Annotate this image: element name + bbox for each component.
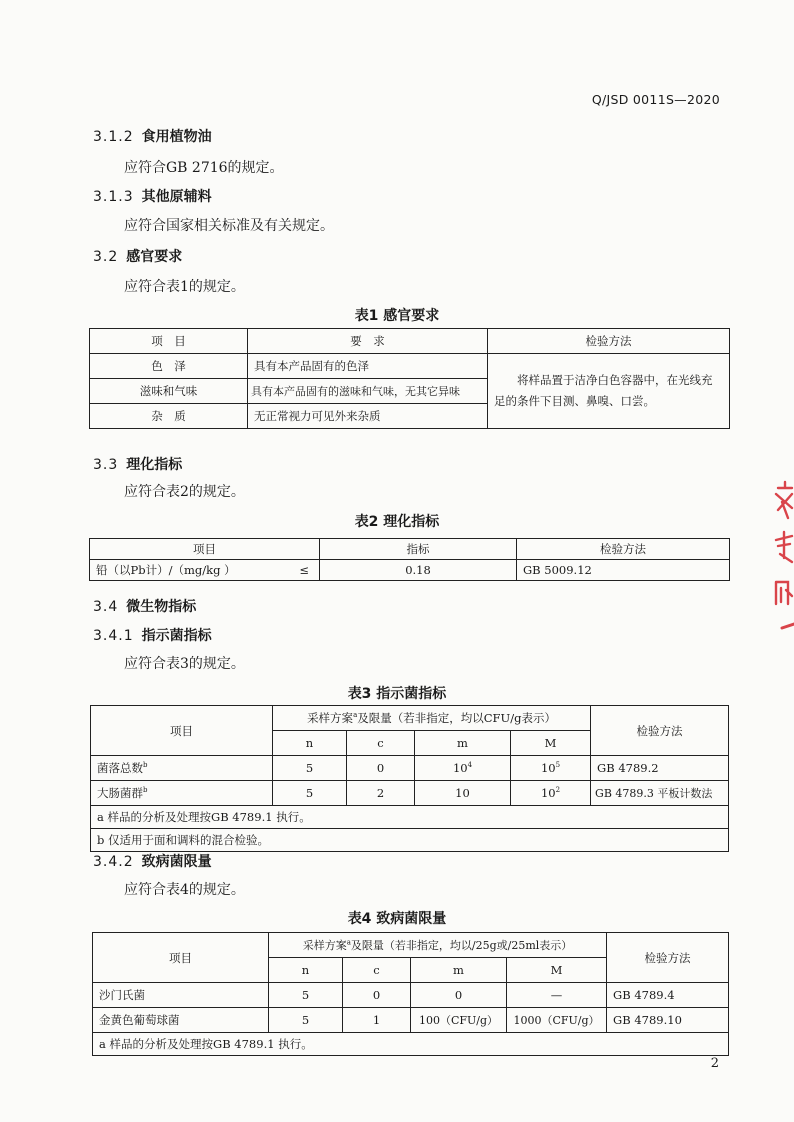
header-M: M	[507, 958, 607, 983]
cell-method: GB 4789.3 平板计数法	[591, 781, 729, 806]
cell-M	[511, 781, 591, 806]
header-c: c	[343, 958, 411, 983]
table-1-caption: 表1 感官要求	[354, 308, 440, 324]
exponent: 2	[555, 786, 561, 795]
cell-M: 1000（CFU/g）	[507, 1008, 607, 1033]
section-title: 指示菌指标	[141, 628, 212, 644]
table-row	[91, 756, 729, 781]
table-4-pathogen-limits	[92, 932, 729, 1056]
table-header-row	[90, 539, 730, 560]
cell-method: GB 4789.10	[607, 1008, 729, 1033]
cell-method: GB 5009.12	[517, 560, 730, 581]
table-note: a 样品的分析及处理按GB 4789.1 执行。	[91, 806, 729, 829]
item-label: 铅（以Pb计）/（mg/kg ）	[96, 563, 236, 577]
page-number: 2	[710, 1056, 719, 1071]
base: 10	[452, 761, 468, 775]
cell-requirement: 具有本产品固有的滋味和气味，无其它异味	[248, 379, 488, 404]
footnote-marker: b	[143, 761, 148, 770]
plan-label: 采样方案	[302, 939, 347, 952]
table-row	[91, 781, 729, 806]
header-item: 项 目	[90, 329, 248, 354]
exponent: 4	[467, 761, 473, 770]
table-row	[90, 560, 730, 581]
section-3-1-2-heading	[93, 126, 212, 146]
header-M: M	[511, 731, 591, 756]
section-title: 其他原辅料	[141, 189, 212, 205]
cell-n: 5	[269, 983, 343, 1008]
cell-c: 2	[347, 781, 415, 806]
cell-item: 滋味和气味	[90, 379, 248, 404]
table-3-indicator-bacteria	[90, 705, 729, 852]
cell-n: 5	[273, 781, 347, 806]
base: 10	[540, 761, 556, 775]
table-header-row	[90, 329, 730, 354]
document-number: Q/JSD 0011S—2020	[591, 92, 720, 107]
header-n: n	[273, 731, 347, 756]
table-note: b 仅适用于面和调料的混合检验。	[91, 829, 729, 852]
cell-requirement: 具有本产品固有的色泽	[248, 354, 488, 379]
header-item: 项目	[93, 933, 269, 983]
table-2-physicochemical	[89, 538, 730, 581]
section-title: 食用植物油	[141, 129, 212, 145]
section-3-4-2-heading	[93, 851, 212, 871]
cell-m: 100（CFU/g）	[411, 1008, 507, 1033]
cell-item: 金黄色葡萄球菌	[93, 1008, 269, 1033]
section-3-4-2-text: 应符合表4的规定。	[124, 882, 245, 898]
section-3-4-1-text: 应符合表3的规定。	[124, 656, 245, 672]
cell-c: 1	[343, 1008, 411, 1033]
cell-method: GB 4789.2	[591, 756, 729, 781]
header-index: 指标	[320, 539, 517, 560]
section-title: 理化指标	[126, 457, 183, 473]
cell-m: 0	[411, 983, 507, 1008]
table-note-row	[91, 806, 729, 829]
table-header-row	[91, 706, 729, 731]
section-3-3-text: 应符合表2的规定。	[124, 484, 245, 500]
table-1-sensory	[89, 328, 730, 429]
table-note-row	[91, 829, 729, 852]
cell-item: 色 泽	[90, 354, 248, 379]
cell-c: 0	[343, 983, 411, 1008]
table-2-caption: 表2 理化指标	[354, 514, 440, 530]
footnote-marker: a	[353, 711, 358, 720]
section-title: 致病菌限量	[141, 854, 212, 870]
item-label: 大肠菌群	[97, 786, 143, 800]
plan-label-rest: 及限量（若非指定，均以CFU/g表示）	[357, 711, 556, 725]
section-3-3-heading	[93, 454, 182, 474]
header-c: c	[347, 731, 415, 756]
header-m: m	[411, 958, 507, 983]
header-n: n	[269, 958, 343, 983]
header-method: 检验方法	[517, 539, 730, 560]
table-row	[93, 983, 729, 1008]
header-sampling-plan	[269, 933, 607, 958]
table-note: a 样品的分析及处理按GB 4789.1 执行。	[93, 1033, 729, 1056]
plan-label-rest: 及限量（若非指定，均以/25g或/25ml表示）	[350, 939, 573, 952]
header-method: 检验方法	[591, 706, 729, 756]
section-number: 3.1.2	[93, 129, 134, 145]
section-title: 感官要求	[126, 249, 183, 265]
cell-method: 将样品置于洁净白色容器中，在光线充足的条件下目测、鼻嗅、口尝。	[488, 354, 730, 429]
exponent: 5	[555, 761, 561, 770]
cell-item	[91, 756, 273, 781]
section-3-1-3-text: 应符合国家相关标准及有关规定。	[124, 218, 334, 234]
operator-le: ≤	[299, 563, 309, 577]
stamp-strokes	[776, 482, 794, 628]
table-3-caption: 表3 指示菌指标	[347, 686, 447, 702]
base: 10	[540, 786, 556, 800]
footnote-marker: b	[143, 786, 148, 795]
footnote-marker: a	[346, 938, 351, 947]
header-requirement: 要 求	[248, 329, 488, 354]
section-3-4-heading	[93, 596, 196, 616]
cell-M: —	[507, 983, 607, 1008]
table-row	[90, 354, 730, 379]
cell-value: 0.18	[320, 560, 517, 581]
seal-stamp-fragment	[768, 478, 794, 648]
header-method: 检验方法	[488, 329, 730, 354]
table-note-row	[93, 1033, 729, 1056]
section-title: 微生物指标	[126, 599, 197, 615]
table-4-caption: 表4 致病菌限量	[347, 911, 447, 927]
cell-c: 0	[347, 756, 415, 781]
header-item: 项目	[90, 539, 320, 560]
section-3-1-3-heading	[93, 186, 212, 206]
header-method: 检验方法	[607, 933, 729, 983]
cell-n: 5	[273, 756, 347, 781]
cell-m: 10	[415, 781, 511, 806]
table-header-row	[93, 933, 729, 958]
section-number: 3.4.2	[93, 854, 134, 870]
section-number: 3.4	[93, 599, 119, 615]
cell-requirement: 无正常视力可见外来杂质	[248, 404, 488, 429]
header-item: 项目	[91, 706, 273, 756]
table-row	[93, 1008, 729, 1033]
section-number: 3.2	[93, 249, 119, 265]
header-m: m	[415, 731, 511, 756]
section-number: 3.3	[93, 457, 119, 473]
section-number: 3.1.3	[93, 189, 134, 205]
header-sampling-plan	[273, 706, 591, 731]
section-3-2-heading	[93, 246, 182, 266]
cell-M	[511, 756, 591, 781]
cell-item	[90, 560, 320, 581]
section-3-2-text: 应符合表1的规定。	[124, 279, 245, 295]
cell-item	[91, 781, 273, 806]
section-3-1-2-text: 应符合GB 2716的规定。	[124, 160, 284, 176]
cell-m	[415, 756, 511, 781]
section-number: 3.4.1	[93, 628, 134, 644]
cell-n: 5	[269, 1008, 343, 1033]
section-3-4-1-heading	[93, 625, 212, 645]
cell-item: 杂 质	[90, 404, 248, 429]
cell-item: 沙门氏菌	[93, 983, 269, 1008]
plan-label: 采样方案	[307, 711, 354, 725]
item-label: 菌落总数	[97, 761, 143, 775]
cell-method: GB 4789.4	[607, 983, 729, 1008]
